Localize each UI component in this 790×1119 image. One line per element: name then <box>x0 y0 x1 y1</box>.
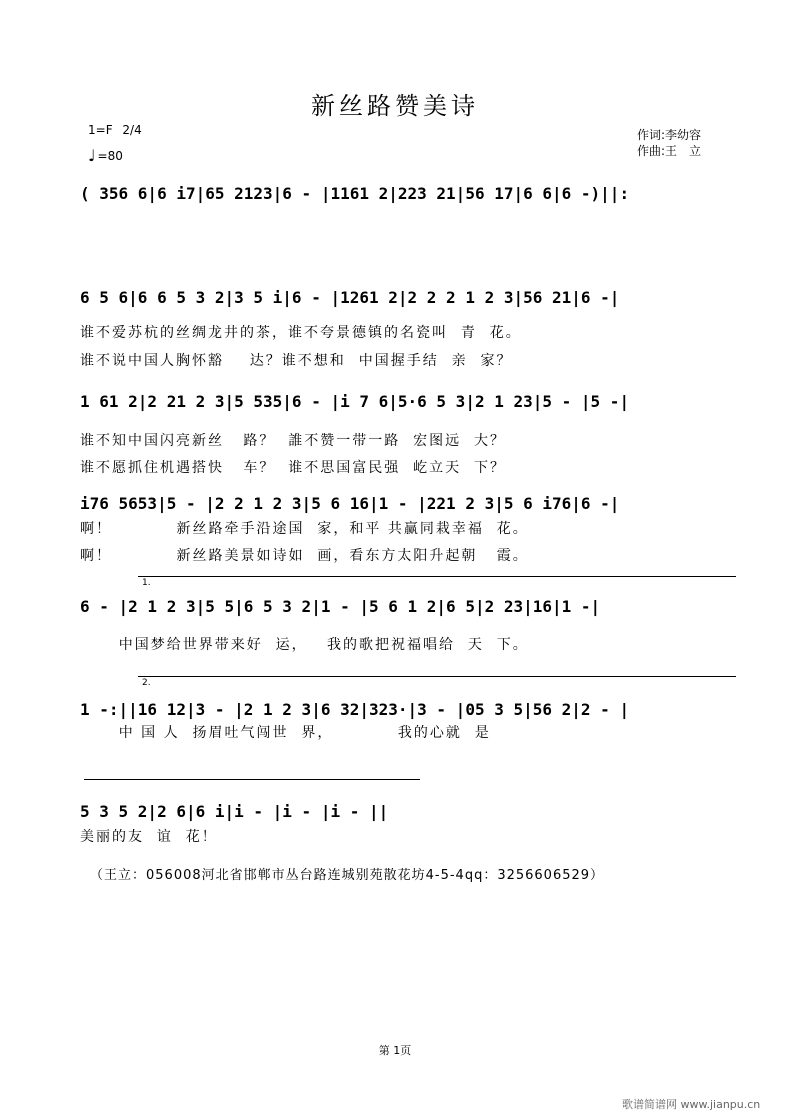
notation-row-6: 5 3 5 2|2 6|6 i|i - |i - |i - || <box>80 802 389 821</box>
credits <box>637 127 701 159</box>
phrase-line <box>84 779 420 780</box>
notation-row-5: 1 -:||16 12|3 - |2 1 2 3|6 32|323·|3 - |05 3 5|56 2|2 - | <box>80 700 630 719</box>
watermark-text: 歌谱简谱网 www.jianpu.cn <box>622 1098 761 1111</box>
score-title: 新丝路赞美诗 <box>311 92 479 120</box>
volta-1-bracket <box>138 576 736 577</box>
key-signature <box>88 122 142 138</box>
lyricist: 作词:李幼容 <box>637 128 702 142</box>
lyric-row-3b: 啊！ 新丝路美景如诗如 画，看东方太阳升起朝 霞。 <box>80 548 529 564</box>
notation-row-4: 6 - |2 1 2 3|5 5|6 5 3 2|1 - |5 6 1 2|6 5|2 23|16|1 -| <box>80 597 601 616</box>
lyric-row-6: 美丽的友 谊 花！ <box>80 829 218 845</box>
notation-row-1: 6 5 6|6 6 5 3 2|3 5 i|6 - |1261 2|2 2 2 1 2 3|56 21|6 -| <box>80 288 620 307</box>
volta-2-label: 2. <box>142 678 151 688</box>
volta-1-label: 1. <box>142 578 151 588</box>
lyric-row-3a: 啊！ 新丝路牵手沿途国 家，和平 共赢同栽幸福 花。 <box>80 521 529 537</box>
lyric-row-1a: 谁不爱苏杭的丝绸龙井的茶，谁不夸景德镇的名瓷叫 青 花。 <box>80 325 522 341</box>
time-signature: 2/4 <box>122 123 142 137</box>
lyric-row-2a: 谁不知中国闪亮新丝 路？ 誰不赞一带一路 宏图远 大？ <box>80 433 507 449</box>
footer-address: （王立：056008河北省邯郸市丛台路连城别苑散花坊4-5-4qq：3256606529） <box>90 868 605 883</box>
notation-row-3: i76 5653|5 - |2 2 1 2 3|5 6 16|1 - |221 2 3|5 6 i76|6 -| <box>80 494 620 513</box>
volta-2-bracket <box>138 676 736 677</box>
quarter-note-icon: ♩ <box>88 146 96 165</box>
tempo-value: =80 <box>97 149 123 163</box>
notation-row-2: 1 61 2|2 21 2 3|5 535|6 - |i 7 6|5·6 5 3|2 1 23|5 - |5 -| <box>80 392 630 411</box>
key: 1=F <box>88 123 113 137</box>
lyric-row-1b: 谁不说中国人胸怀豁 达？谁不想和 中国握手结 亲 家？ <box>80 353 513 369</box>
page-number: 第 1页 <box>378 1044 412 1057</box>
notation-row-intro: ( 356 6|6 i7|65 2123|6 - |1161 2|223 21|56 17|6 6|6 -)||: <box>80 184 630 203</box>
tempo-marking <box>88 148 142 164</box>
lyric-row-4: 中国梦给世界带来好 运， 我的歌把祝福唱给 天 下。 <box>80 637 529 653</box>
lyric-row-2b: 谁不愿抓住机遇搭快 车？ 谁不思国富民强 屹立天 下？ <box>80 460 507 476</box>
key-tempo-block <box>88 122 142 164</box>
lyric-row-5: 中 国 人 扬眉吐气闯世 界， 我的心就 是 <box>80 725 491 741</box>
composer: 作曲:王 立 <box>637 144 702 158</box>
